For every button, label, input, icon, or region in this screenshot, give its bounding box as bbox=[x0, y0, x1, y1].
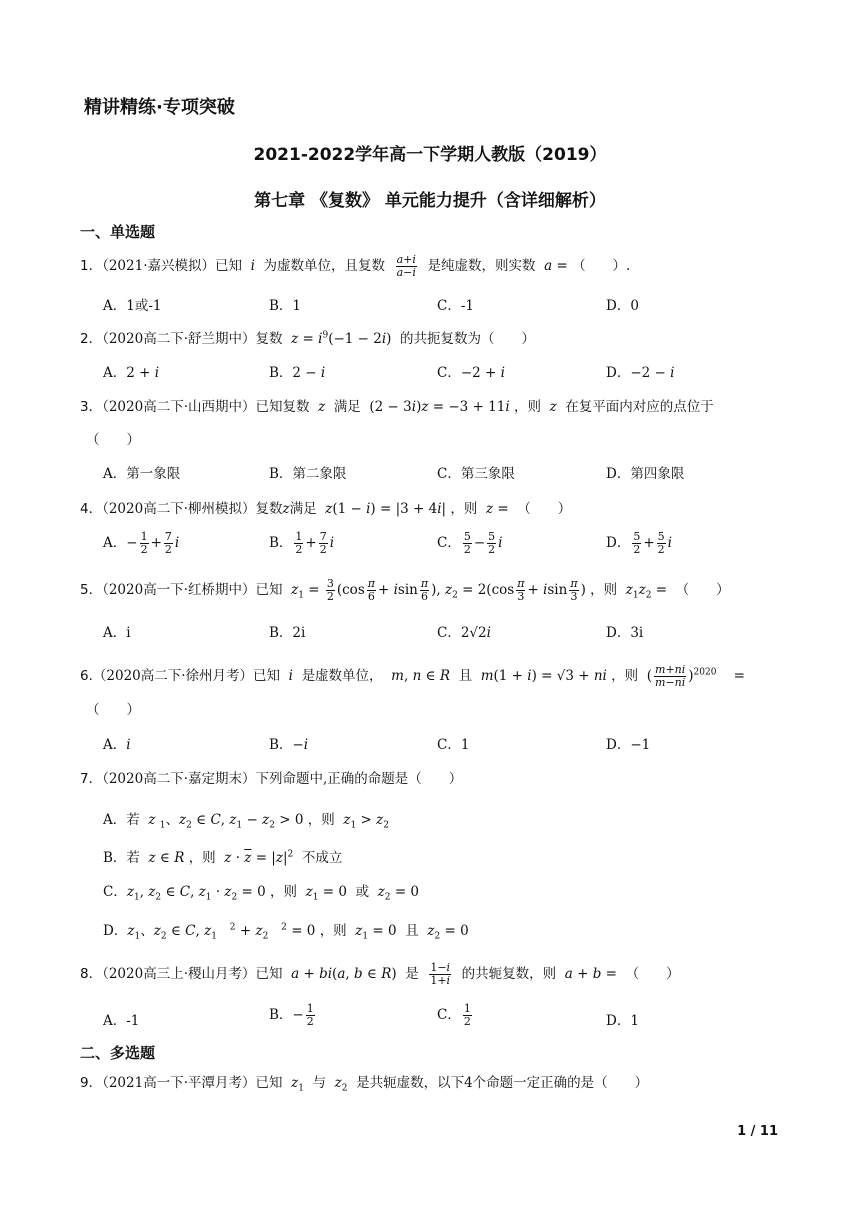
q6-option-c: C．1 bbox=[437, 737, 470, 753]
q7-option-a: A．若 z $_1$、$z_2$ ∈ C, $z_1 - z_2 > 0$ ，则 $z_1 > z_2$ bbox=[103, 812, 389, 831]
question-3-continued: （ ） bbox=[86, 432, 140, 448]
q2-option-d: D．−2 − i bbox=[606, 365, 675, 381]
q4-option-c: C． $\frac{5}{2}$ − $\frac{5}{2}$ i bbox=[437, 530, 503, 556]
q7-option-c: C．$z_1$, $z_2$ ∈ C, $z_1 \cdot z_2 = 0$ ，则 $z_1 = 0$ 或 $z_2 = 0$ bbox=[103, 884, 420, 903]
q3-option-a: A．第一象限 bbox=[103, 466, 181, 482]
header-title: 精讲精练·专项突破 bbox=[84, 97, 235, 118]
page-number: 1 / 11 bbox=[737, 1124, 778, 1139]
q5-option-b: B．2i bbox=[269, 625, 306, 641]
q5-option-c: C．2√2i bbox=[437, 625, 491, 641]
q3-option-d: D．第四象限 bbox=[606, 466, 685, 482]
document-title: 2021-2022学年高一下学期人教版（2019） bbox=[253, 145, 607, 165]
q3-option-b: B．第二象限 bbox=[269, 466, 347, 482]
q8-option-b: B．− $\frac{1}{2}$ bbox=[269, 1002, 314, 1028]
question-2: 2．（2020高二下·舒兰期中）复数 $z = i^9(-1 - 2i)$ 的共扼复数为（ ） bbox=[80, 330, 536, 347]
q8-option-d: D．1 bbox=[606, 1013, 639, 1029]
q7-option-d: D．$z_1$、$z_2$ ∈ C, $z_1$ $^2 + z_2$ $^2$ = 0 ，则 $z_1 = 0$ 且 $z_2 = 0$ bbox=[103, 922, 469, 942]
q5-option-a: A．i bbox=[103, 625, 131, 641]
q3-option-c: C．第三象限 bbox=[437, 466, 515, 482]
q2-option-b: B．2 − i bbox=[269, 365, 326, 381]
q7-option-b: B．若 z ∈ R ，则 $z \cdot \overline{z} = |z|^2$ 不成立 bbox=[103, 849, 343, 866]
q2-option-c: C．−2 + i bbox=[437, 365, 505, 381]
q2-option-a: A．2 + i bbox=[103, 365, 160, 381]
question-8: 8．（2020高三上·稷山月考）已知 a + bi(a, b ∈ R) 是 $\frac{1-i}{1+i}$ 的共轭复数，则 a + b = （ ） bbox=[80, 961, 680, 987]
q5-option-d: D．3i bbox=[606, 625, 644, 641]
q8-option-c: C． $\frac{1}{2}$ bbox=[437, 1002, 471, 1028]
section-single-choice: 一、单选题 bbox=[80, 223, 156, 241]
question-7: 7．（2020高二下·嘉定期末）下列命题中,正确的命题是（ ） bbox=[80, 771, 463, 787]
q6-option-d: D．−1 bbox=[606, 737, 651, 753]
q8-option-a: A．-1 bbox=[103, 1013, 140, 1029]
q6-option-b: B．−i bbox=[269, 737, 309, 753]
question-4: 4．（2020高二下·柳州模拟）复数z满足 z(1 − i) = |3 + 4i| ，则 z = （ ） bbox=[80, 501, 572, 517]
q4-option-d: D． $\frac{5}{2}$ + $\frac{5}{2}$ i bbox=[606, 530, 672, 556]
question-6-continued: （ ） bbox=[86, 702, 140, 718]
q6-option-a: A．i bbox=[103, 737, 131, 753]
q1-option-d: D．0 bbox=[606, 298, 639, 314]
q1-option-b: B．1 bbox=[269, 298, 302, 314]
q1-option-c: C．-1 bbox=[437, 298, 474, 314]
question-5: 5．（2020高一下·红桥期中）已知 $z_1$ = $\frac{3}{2}$ (cos $\frac{\pi}{6}$ + isin $\frac{\pi}{6}$ ), $z_2 = 2(\cos$ $\frac{\pi}{3}$ + isin $\frac{\pi}{3}$ ) ，则 $z_1z_2$ = （ ） bbox=[80, 577, 730, 603]
question-6: 6.（2020高二下·徐州月考）已知 i 是虚数单位， m, n ∈ R 且 m(1 + i) = √3 + ni ，则 ( $\frac{m+ni}{m-ni}$ )$^{2020}$ = bbox=[80, 663, 745, 689]
question-1: 1．（2021·嘉兴模拟）已知 i 为虚数单位，且复数 $\frac{a+i}{a-i}$ 是纯虚数，则实数 a = （ ）. bbox=[80, 253, 631, 279]
document-subtitle: 第七章 《复数》 单元能力提升（含详细解析） bbox=[254, 191, 606, 211]
q1-option-a: A．1或-1 bbox=[103, 298, 162, 314]
q4-option-a: A．− $\frac{1}{2}$ + $\frac{7}{2}$ i bbox=[103, 530, 180, 556]
section-multiple-choice: 二、多选题 bbox=[80, 1044, 156, 1062]
question-3: 3．（2020高二下·山西期中）已知复数 z 满足 (2 − 3i)z = −3 + 11i ，则 z 在复平面内对应的点位于 bbox=[80, 399, 714, 415]
q4-option-b: B． $\frac{1}{2}$ + $\frac{7}{2}$ i bbox=[269, 530, 335, 556]
question-9: 9．（2021高一下·平潭月考）已知 $z_1$ 与 $z_2$ 是共轭虚数，以下4个命题一定正确的是（ ） bbox=[80, 1075, 649, 1094]
